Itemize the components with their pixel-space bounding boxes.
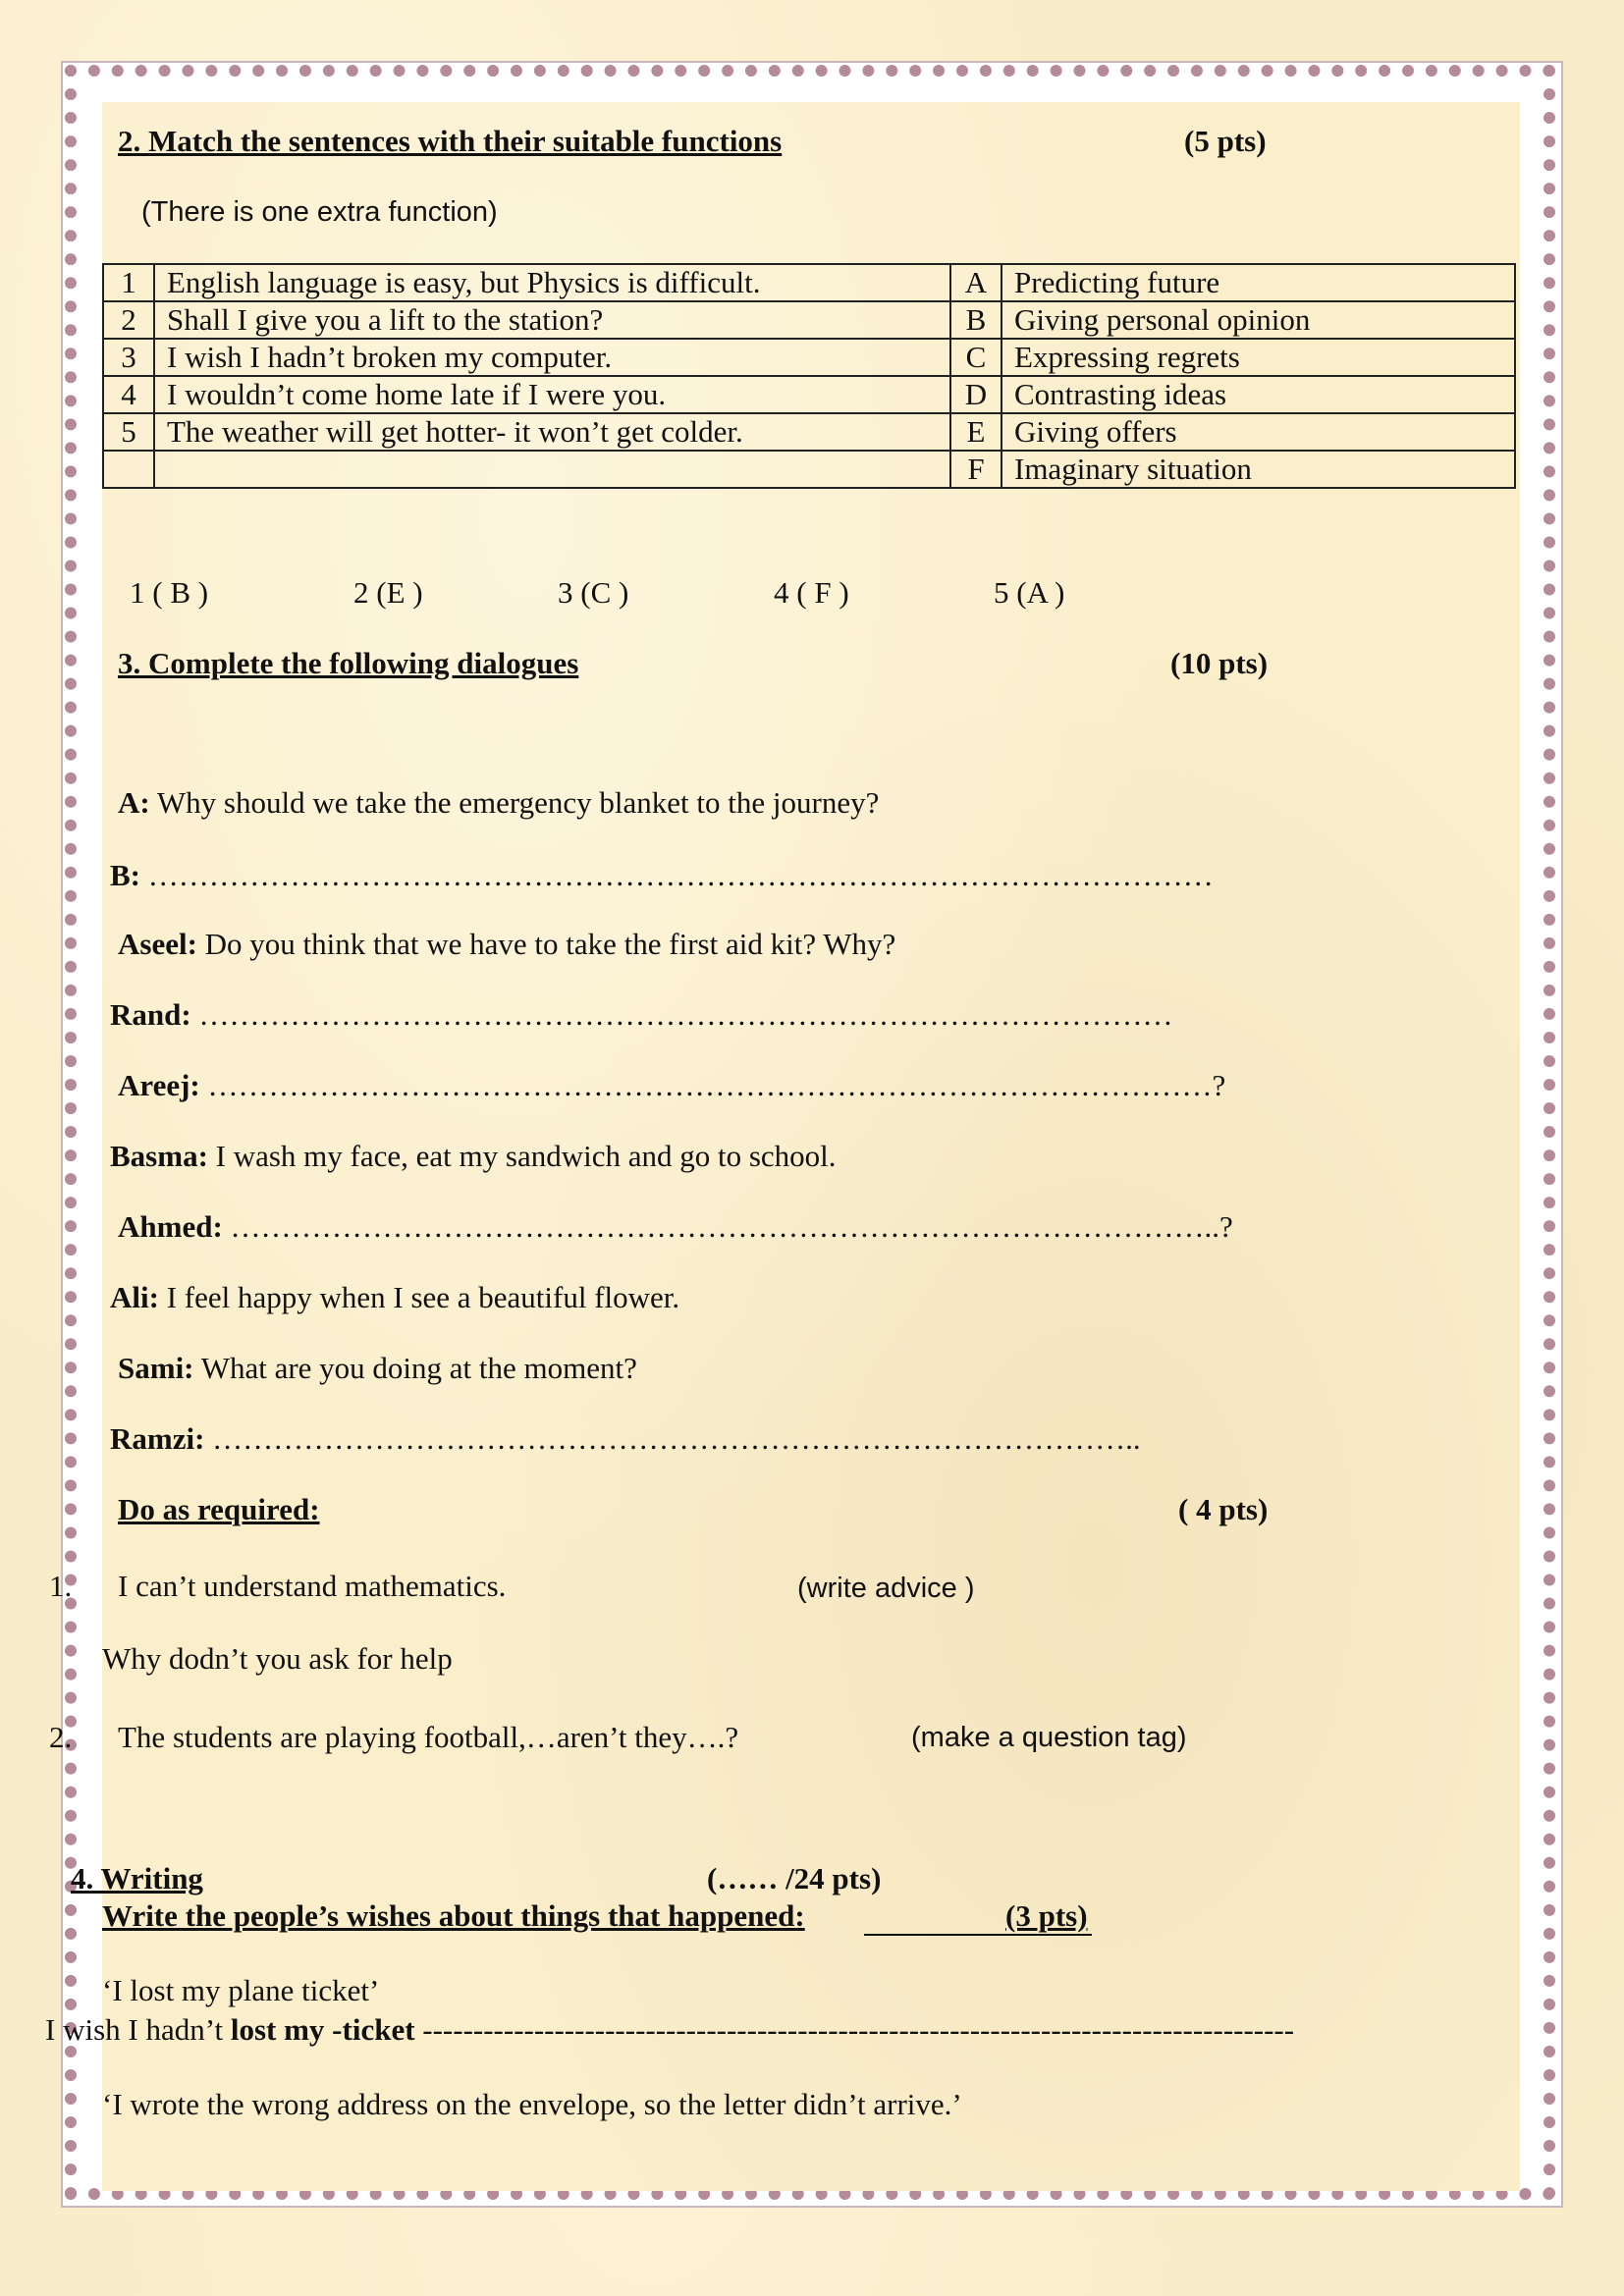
row-sentence: Shall I give you a lift to the station? — [154, 301, 950, 339]
dialogue-text: What are you doing at the moment? — [193, 1351, 637, 1385]
table-row — [103, 376, 1515, 413]
item1-text: I can’t understand mathematics. — [118, 1569, 507, 1603]
section3-points: (10 pts) — [1170, 646, 1269, 680]
writing-task: Write the people’s wishes about things that happened: — [102, 1898, 805, 1933]
section2-note: (There is one extra function) — [141, 196, 498, 228]
row-letter: C — [950, 339, 1001, 376]
answer-2: 2 (E ) — [353, 575, 423, 610]
row-function: Expressing regrets — [1001, 339, 1515, 376]
answer-1-line — [45, 2012, 1294, 2048]
row-function: Predicting future — [1001, 264, 1515, 301]
section2-points: (5 pts) — [1184, 124, 1267, 158]
dialogue-text: Do you think that we have to take the first aid kit? Why? — [196, 927, 896, 961]
quote-2: ‘I wrote the wrong address on the envelope, so the letter didn’t arrive.’ — [102, 2087, 962, 2121]
do-as-required-title: Do as required: — [118, 1492, 320, 1526]
dialogue-answer-blank: ……………………………………………………………………………………..? — [222, 1209, 1233, 1244]
table-row — [103, 451, 1515, 488]
row-number: 2 — [103, 301, 154, 339]
dialogue-speaker: Areej: — [118, 1068, 200, 1102]
writing-points: (…… /24 pts) — [707, 1861, 882, 1896]
row-letter: A — [950, 264, 1001, 301]
dialogue-line — [118, 1351, 637, 1386]
do-as-required-points: ( 4 pts) — [1178, 1492, 1269, 1526]
answer-3: 3 (C ) — [558, 575, 629, 610]
dialogue-answer-blank: …………………………………………………………………………………………… — [140, 858, 1214, 892]
row-function: Contrasting ideas — [1001, 376, 1515, 413]
writing-title: 4. Writing — [71, 1861, 203, 1896]
row-letter: D — [950, 376, 1001, 413]
dialogue-line — [118, 785, 879, 821]
dialogue-line — [110, 858, 1214, 893]
item2-instruction: (make a question tag) — [911, 1722, 1187, 1753]
row-sentence: The weather will get hotter- it won’t get colder. — [154, 413, 950, 451]
answer-4: 4 ( F ) — [774, 575, 849, 610]
dialogue-answer-blank: …………………………………………………………………………………… — [190, 997, 1173, 1032]
quote-1: ‘I lost my plane ticket’ — [102, 1973, 380, 2007]
dialogue-speaker: Ali: — [110, 1280, 159, 1314]
answer-1-start: I wish I hadn’t — [45, 2012, 231, 2047]
dialogue-text: Why should we take the emergency blanket to the journey? — [149, 785, 880, 820]
dialogue-speaker: Ramzi: — [110, 1421, 205, 1456]
dialogue-text: I feel happy when I see a beautiful flower. — [158, 1280, 680, 1314]
answer-1: 1 ( B ) — [130, 575, 209, 610]
row-sentence: English language is easy, but Physics is difficult. — [154, 264, 950, 301]
row-letter: B — [950, 301, 1001, 339]
table-row — [103, 264, 1515, 301]
row-letter: F — [950, 451, 1001, 488]
answer-1-dashes: -------------------------------------------------------------------------------------- — [414, 2012, 1295, 2047]
dialogue-line — [118, 1068, 1225, 1103]
dialogue-speaker: B: — [110, 858, 140, 892]
item2-text-start: The students are playing football,… — [118, 1720, 557, 1754]
row-sentence: I wouldn’t come home late if I were you. — [154, 376, 950, 413]
section3-title: 3. Complete the following dialogues — [118, 646, 579, 680]
row-number — [103, 451, 154, 488]
item1-number: 1. — [49, 1569, 73, 1603]
item2-number: 2. — [49, 1720, 73, 1754]
dialogue-speaker: Rand: — [110, 997, 191, 1032]
dialogue-speaker: Basma: — [110, 1139, 208, 1173]
item2-text-end: ….? — [686, 1720, 739, 1754]
writing-task-points: (3 pts) — [1005, 1898, 1088, 1933]
dialogue-speaker: Ahmed: — [118, 1209, 223, 1244]
dialogue-line — [110, 1280, 679, 1315]
dialogue-answer-blank: ………………………………………………………………………………………? — [199, 1068, 1226, 1102]
section2-title: 2. Match the sentences with their suitable functions — [118, 124, 783, 158]
item1-instruction: (write advice ) — [797, 1573, 975, 1604]
row-number: 5 — [103, 413, 154, 451]
dialogue-text: I wash my face, eat my sandwich and go to school. — [207, 1139, 837, 1173]
table-row — [103, 301, 1515, 339]
row-function: Imaginary situation — [1001, 451, 1515, 488]
row-number: 1 — [103, 264, 154, 301]
answer-5: 5 (A ) — [994, 575, 1065, 610]
row-number: 4 — [103, 376, 154, 413]
row-function: Giving personal opinion — [1001, 301, 1515, 339]
dialogue-answer-blank: ……………………………………………………………………………….. — [204, 1421, 1141, 1456]
row-function: Giving offers — [1001, 413, 1515, 451]
item2-answer: aren’t they — [556, 1720, 687, 1754]
table-row — [103, 339, 1515, 376]
dialogue-speaker: Aseel: — [118, 927, 197, 961]
dialogue-speaker: A: — [118, 785, 150, 820]
row-sentence — [154, 451, 950, 488]
table-row — [103, 413, 1515, 451]
row-letter: E — [950, 413, 1001, 451]
item2-line — [118, 1720, 738, 1755]
row-sentence: I wish I hadn’t broken my computer. — [154, 339, 950, 376]
dialogue-line — [110, 1139, 837, 1174]
answer-1-written: lost my -ticket — [230, 2012, 415, 2047]
row-number: 3 — [103, 339, 154, 376]
dialogue-line — [110, 997, 1172, 1033]
item1-answer: Why dodn’t you ask for help — [102, 1641, 453, 1676]
dialogue-line — [110, 1421, 1141, 1457]
matching-table — [102, 263, 1516, 489]
dialogue-line — [118, 1209, 1233, 1245]
dialogue-speaker: Sami: — [118, 1351, 194, 1385]
dialogue-line — [118, 927, 895, 962]
